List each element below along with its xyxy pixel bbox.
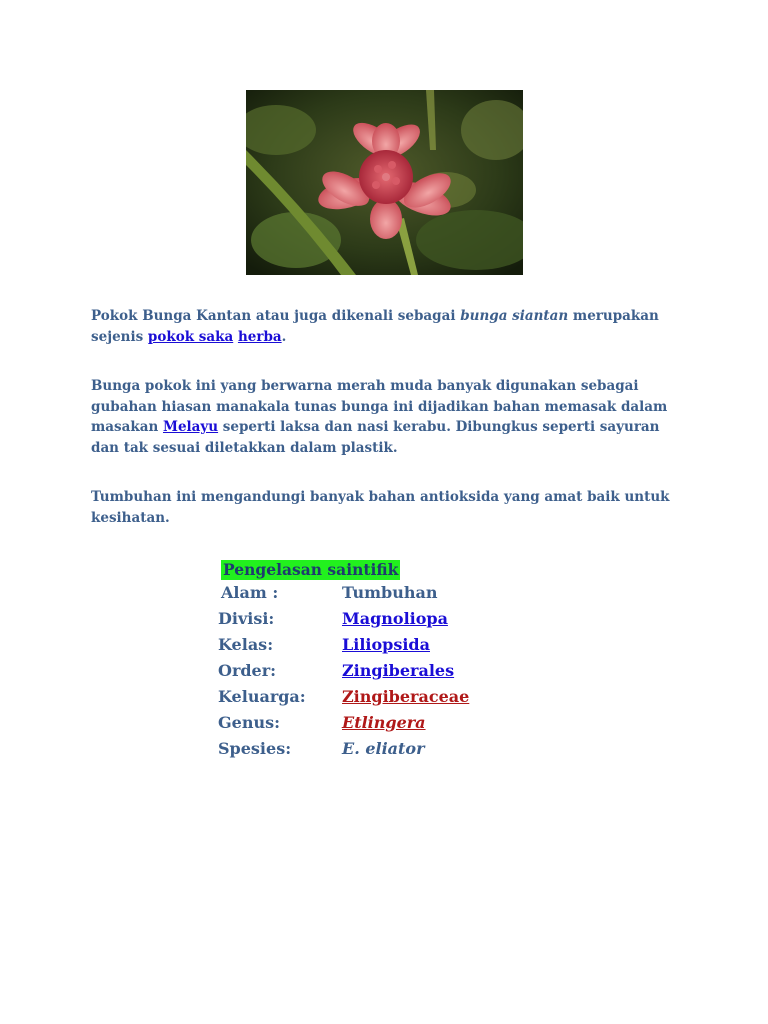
pokok-saka-link[interactable]: pokok saka: [147, 328, 234, 345]
zingiberales-link[interactable]: Zingiberales: [342, 661, 455, 680]
flower-photo: [246, 90, 523, 275]
usage-text-1: Bunga pokok ini yang berwarna merah muda banyak digunakan sebagai gubahan hiasan manakala tunas bunga ini dijadikan bahan memasak dalam masakan: [91, 378, 668, 435]
taxonomy-value: E. eliator: [342, 739, 425, 758]
health-paragraph: Tumbuhan ini mengandungi banyak bahan antioksida yang amat baik untuk kesihatan.: [91, 489, 670, 526]
taxonomy-heading: Pengelasan saintifik: [223, 560, 399, 579]
etlingera-link[interactable]: Etlingera: [342, 713, 426, 732]
taxonomy-row-genus: [218, 710, 578, 736]
taxonomy-row-divisi: [218, 606, 578, 632]
intro-text-2: merupakan sejenis: [91, 308, 659, 345]
magnoliopa-link[interactable]: Magnoliopa: [342, 609, 448, 628]
taxonomy-row-keluarga: [218, 684, 578, 710]
taxonomy-row-order: [218, 658, 578, 684]
taxonomy-label: Keluarga:: [218, 687, 306, 706]
liliopsida-link[interactable]: Liliopsida: [342, 635, 430, 654]
flower-image: [246, 90, 523, 275]
taxonomy-label: Divisi:: [218, 609, 275, 628]
taxonomy-label: Kelas:: [218, 635, 274, 654]
taxonomy-label: Order:: [218, 661, 277, 680]
taxonomy-label: Genus:: [218, 713, 281, 732]
taxonomy-row-alam: [218, 580, 578, 606]
intro-italic-term: bunga siantan: [460, 308, 569, 324]
taxonomy-value: Tumbuhan: [342, 583, 438, 602]
usage-text-2: seperti laksa dan nasi kerabu. Dibungkus seperti sayuran dan tak sesuai diletakkan dalam plastik.: [91, 419, 660, 456]
intro-text-1: Pokok Bunga Kantan atau juga dikenali sebagai: [91, 308, 461, 324]
intro-paragraph: [91, 306, 681, 347]
melayu-link[interactable]: Melayu: [163, 419, 219, 435]
herba-link[interactable]: herba: [237, 328, 282, 345]
usage-paragraph: [91, 376, 681, 458]
taxonomy-row-kelas: [218, 632, 578, 658]
zingiberaceae-link[interactable]: Zingiberaceae: [342, 687, 470, 706]
taxonomy-row-spesies: [218, 736, 578, 762]
taxonomy-label: Spesies:: [218, 739, 292, 758]
taxonomy-label: Alam :: [221, 583, 279, 602]
intro-text-4: .: [281, 328, 287, 345]
